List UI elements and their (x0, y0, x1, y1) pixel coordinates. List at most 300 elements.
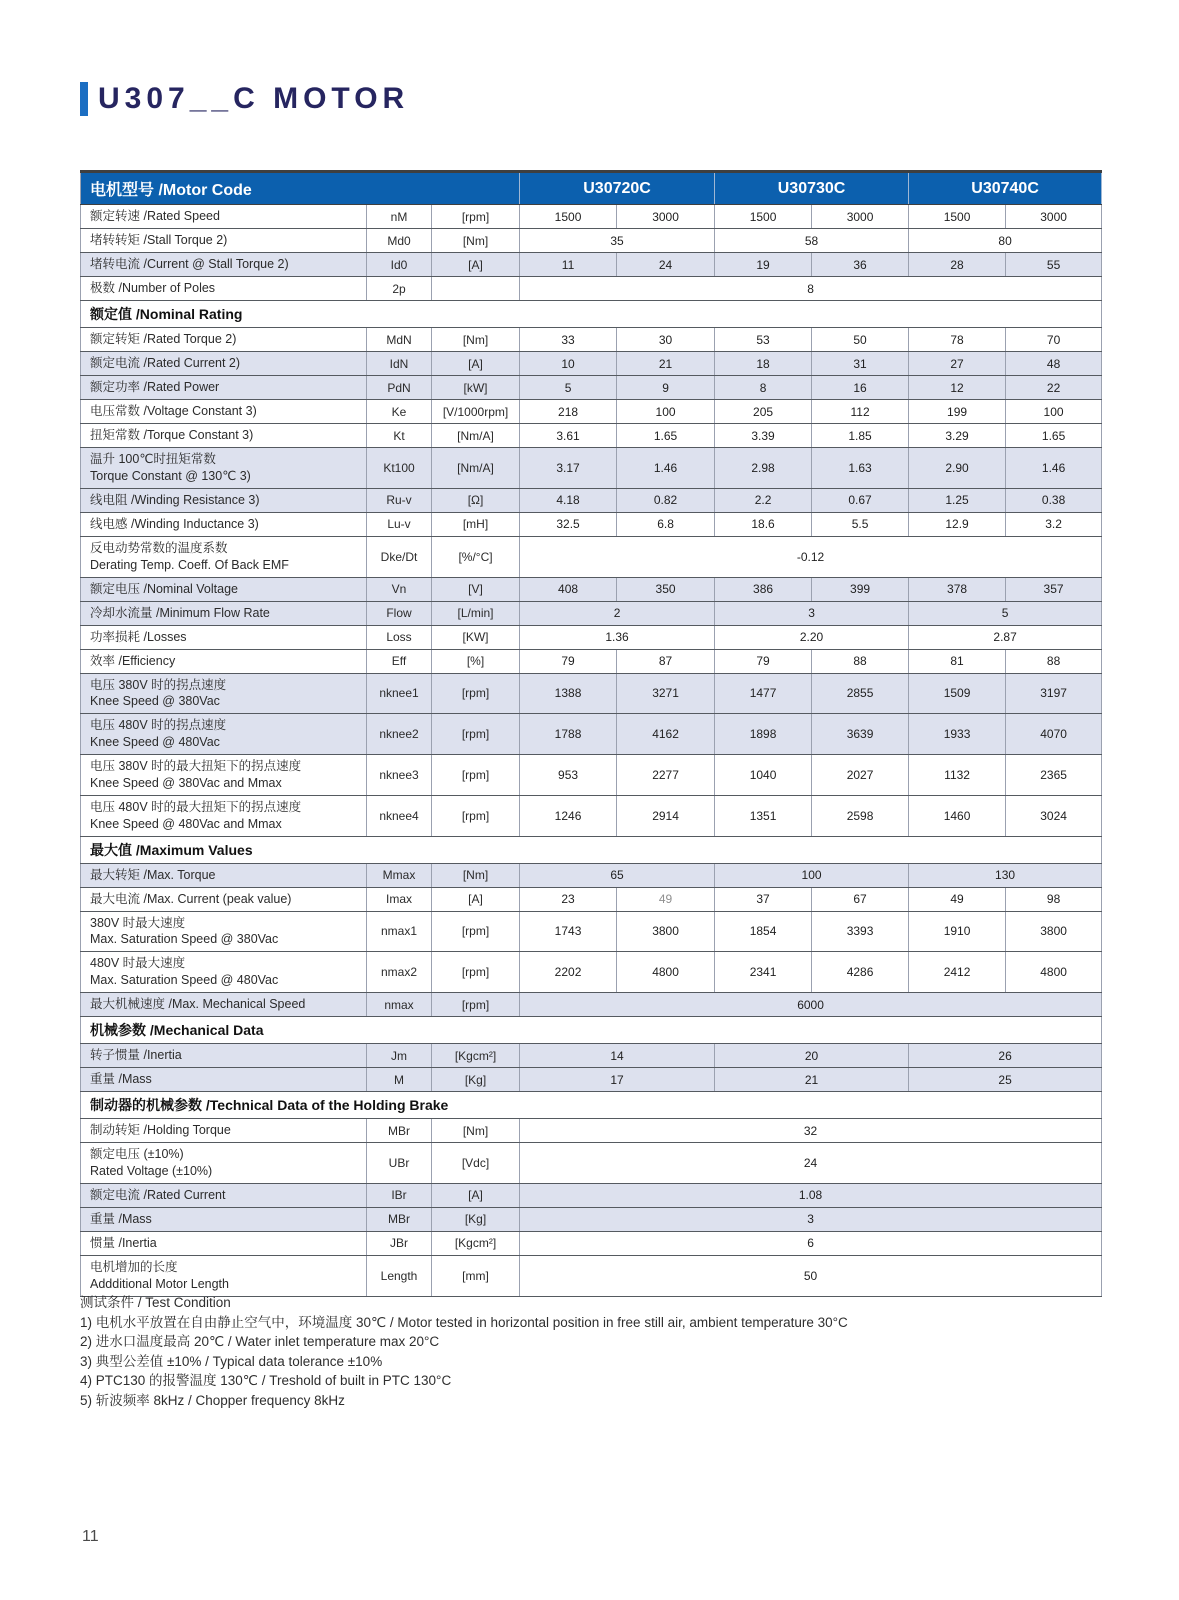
row-unit: [V/1000rpm] (432, 400, 520, 424)
row-label: 功率损耗 /Losses (81, 625, 367, 649)
row-unit: [A] (432, 253, 520, 277)
value-cell: 1.25 (909, 488, 1006, 512)
row-symbol: Imax (367, 887, 432, 911)
value-cell: 1500 (715, 205, 812, 229)
row-symbol: PdN (367, 376, 432, 400)
row-unit: [rpm] (432, 911, 520, 952)
value-cell: 1500 (909, 205, 1006, 229)
row-unit: [KW] (432, 625, 520, 649)
value-cell: 3000 (1006, 205, 1102, 229)
spec-row (81, 536, 1102, 577)
spec-row (81, 352, 1102, 376)
value-cell: 0.38 (1006, 488, 1102, 512)
spec-row (81, 376, 1102, 400)
row-symbol: Length (367, 1255, 432, 1296)
page-title: U307__C MOTOR (98, 82, 410, 115)
row-label: 额定转速 /Rated Speed (81, 205, 367, 229)
value-cell: 205 (715, 400, 812, 424)
value-cell: 6000 (520, 993, 1102, 1017)
row-unit: [Kgcm²] (432, 1231, 520, 1255)
value-cell: 1.65 (617, 424, 715, 448)
value-cell: 6 (520, 1231, 1102, 1255)
row-unit: [Nm/A] (432, 424, 520, 448)
value-cell: 1.63 (812, 448, 909, 489)
value-cell: 14 (520, 1044, 715, 1068)
value-cell: 12.9 (909, 512, 1006, 536)
value-cell: 2202 (520, 952, 617, 993)
value-cell: 0.82 (617, 488, 715, 512)
spec-row (81, 1044, 1102, 1068)
spec-row (81, 1207, 1102, 1231)
value-cell: 130 (909, 863, 1102, 887)
motor-code-u30730c: U30730C (715, 172, 909, 205)
value-cell: 33 (520, 328, 617, 352)
section-title: 制动器的机械参数 /Technical Data of the Holding Brake (81, 1092, 1102, 1119)
value-cell: 199 (909, 400, 1006, 424)
value-cell: 386 (715, 577, 812, 601)
value-cell: 58 (715, 229, 909, 253)
section-title: 最大值 /Maximum Values (81, 836, 1102, 863)
row-unit: [rpm] (432, 205, 520, 229)
spec-row (81, 577, 1102, 601)
row-label: 极数 /Number of Poles (81, 277, 367, 301)
value-cell: 6.8 (617, 512, 715, 536)
value-cell: 79 (715, 649, 812, 673)
value-cell: 2365 (1006, 755, 1102, 796)
row-label: 额定电流 /Rated Current (81, 1183, 367, 1207)
title-accent-bar (80, 82, 88, 116)
value-cell: 53 (715, 328, 812, 352)
row-label: 温升 100℃时扭矩常数 Torque Constant @ 130℃ 3) (81, 448, 367, 489)
motor-code-u30740c: U30740C (909, 172, 1102, 205)
table-header-row (81, 172, 1102, 205)
value-cell: 4800 (617, 952, 715, 993)
value-cell: 3639 (812, 714, 909, 755)
row-label: 线电感 /Winding Inductance 3) (81, 512, 367, 536)
value-cell: 100 (715, 863, 909, 887)
section-title: 额定值 /Nominal Rating (81, 301, 1102, 328)
value-cell: 88 (812, 649, 909, 673)
row-label: 电压 380V 时的最大扭矩下的拐点速度 Knee Speed @ 380Vac and Mmax (81, 755, 367, 796)
value-cell: 3197 (1006, 673, 1102, 714)
value-cell: 50 (812, 328, 909, 352)
row-symbol: nknee2 (367, 714, 432, 755)
value-cell: 49 (617, 887, 715, 911)
row-unit: [Kgcm²] (432, 1044, 520, 1068)
value-cell: 2.20 (715, 625, 909, 649)
value-cell: 1898 (715, 714, 812, 755)
value-cell: 1040 (715, 755, 812, 796)
value-cell: 399 (812, 577, 909, 601)
test-conditions-heading: 测试条件 / Test Condition (80, 1295, 231, 1310)
value-cell: 3.17 (520, 448, 617, 489)
value-cell: 26 (909, 1044, 1102, 1068)
value-cell: 1743 (520, 911, 617, 952)
row-label: 额定电流 /Rated Current 2) (81, 352, 367, 376)
value-cell: 30 (617, 328, 715, 352)
row-label: 效率 /Efficiency (81, 649, 367, 673)
value-cell: 3024 (1006, 795, 1102, 836)
row-symbol: nknee3 (367, 755, 432, 796)
spec-row (81, 328, 1102, 352)
value-cell: 3.29 (909, 424, 1006, 448)
row-unit: [rpm] (432, 795, 520, 836)
row-symbol: Ke (367, 400, 432, 424)
spec-row (81, 673, 1102, 714)
row-unit: [%/°C] (432, 536, 520, 577)
value-cell: 3393 (812, 911, 909, 952)
value-cell: 218 (520, 400, 617, 424)
row-label: 堵转转矩 /Stall Torque 2) (81, 229, 367, 253)
value-cell: 3271 (617, 673, 715, 714)
test-conditions (80, 1293, 848, 1410)
value-cell: 100 (1006, 400, 1102, 424)
row-unit: [A] (432, 1183, 520, 1207)
row-symbol: nM (367, 205, 432, 229)
value-cell: 2914 (617, 795, 715, 836)
value-cell: 5.5 (812, 512, 909, 536)
value-cell: 1509 (909, 673, 1006, 714)
row-symbol: UBr (367, 1143, 432, 1184)
row-unit: [Nm] (432, 328, 520, 352)
row-unit: [L/min] (432, 601, 520, 625)
value-cell: 88 (1006, 649, 1102, 673)
row-label: 反电动势常数的温度系数 Derating Temp. Coeff. Of Back EMF (81, 536, 367, 577)
row-label: 电压 480V 时的最大扭矩下的拐点速度 Knee Speed @ 480Vac and Mmax (81, 795, 367, 836)
value-cell: 55 (1006, 253, 1102, 277)
test-condition-item: 1) 电机水平放置在自由静止空气中，环境温度 30℃ / Motor tested in horizontal position in free still air, ambient temperature 30°C (80, 1314, 848, 1330)
value-cell: 4.18 (520, 488, 617, 512)
value-cell: 0.67 (812, 488, 909, 512)
row-symbol: MBr (367, 1119, 432, 1143)
row-unit: [mm] (432, 1255, 520, 1296)
spec-row (81, 625, 1102, 649)
row-unit: [A] (432, 352, 520, 376)
value-cell: 2027 (812, 755, 909, 796)
value-cell: 408 (520, 577, 617, 601)
row-symbol: Mmax (367, 863, 432, 887)
value-cell: 3 (520, 1207, 1102, 1231)
row-label: 额定电压 /Nominal Voltage (81, 577, 367, 601)
value-cell: 28 (909, 253, 1006, 277)
test-condition-item: 3) 典型公差值 ±10% / Typical data tolerance ±10% (80, 1353, 383, 1369)
value-cell: 48 (1006, 352, 1102, 376)
section-title: 机械参数 /Mechanical Data (81, 1017, 1102, 1044)
row-symbol: Kt (367, 424, 432, 448)
value-cell: 1132 (909, 755, 1006, 796)
value-cell: 4286 (812, 952, 909, 993)
spec-row (81, 229, 1102, 253)
value-cell: 32.5 (520, 512, 617, 536)
spec-row (81, 601, 1102, 625)
row-label: 480V 时最大速度 Max. Saturation Speed @ 480Vac (81, 952, 367, 993)
row-label: 制动转矩 /Holding Torque (81, 1119, 367, 1143)
value-cell: 1500 (520, 205, 617, 229)
value-cell: 100 (617, 400, 715, 424)
value-cell: 17 (520, 1068, 715, 1092)
value-cell: 81 (909, 649, 1006, 673)
spec-row (81, 1068, 1102, 1092)
value-cell: 65 (520, 863, 715, 887)
row-symbol: JBr (367, 1231, 432, 1255)
row-label: 电压常数 /Voltage Constant 3) (81, 400, 367, 424)
spec-row (81, 205, 1102, 229)
motor-code-header-label: 电机型号 /Motor Code (81, 172, 520, 205)
value-cell: 3.2 (1006, 512, 1102, 536)
row-unit: [rpm] (432, 755, 520, 796)
value-cell: 21 (617, 352, 715, 376)
value-cell: 3000 (812, 205, 909, 229)
spec-row (81, 755, 1102, 796)
row-unit: [rpm] (432, 673, 520, 714)
row-symbol: nmax (367, 993, 432, 1017)
value-cell: 3.61 (520, 424, 617, 448)
row-unit: [Nm] (432, 863, 520, 887)
value-cell: 8 (715, 376, 812, 400)
value-cell: 70 (1006, 328, 1102, 352)
section-header-row (81, 1017, 1102, 1044)
spec-row (81, 448, 1102, 489)
row-unit: [rpm] (432, 993, 520, 1017)
value-cell: 2855 (812, 673, 909, 714)
value-cell: 5 (909, 601, 1102, 625)
value-cell: 2598 (812, 795, 909, 836)
row-label: 380V 时最大速度 Max. Saturation Speed @ 380Vac (81, 911, 367, 952)
value-cell: 1388 (520, 673, 617, 714)
spec-row (81, 1183, 1102, 1207)
spec-row (81, 1255, 1102, 1296)
value-cell: 49 (909, 887, 1006, 911)
value-cell: 1.46 (617, 448, 715, 489)
value-cell: 20 (715, 1044, 909, 1068)
row-symbol: Md0 (367, 229, 432, 253)
value-cell: 19 (715, 253, 812, 277)
value-cell: 87 (617, 649, 715, 673)
value-cell: 5 (520, 376, 617, 400)
row-symbol: nknee4 (367, 795, 432, 836)
value-cell: 112 (812, 400, 909, 424)
value-cell: 8 (520, 277, 1102, 301)
spec-row (81, 911, 1102, 952)
test-condition-item: 2) 进水口温度最高 20℃ / Water inlet temperature max 20°C (80, 1334, 440, 1349)
value-cell: 27 (909, 352, 1006, 376)
value-cell: 50 (520, 1255, 1102, 1296)
value-cell: 1854 (715, 911, 812, 952)
value-cell: 1351 (715, 795, 812, 836)
value-cell: 350 (617, 577, 715, 601)
value-cell: 2341 (715, 952, 812, 993)
row-symbol: Dke/Dt (367, 536, 432, 577)
value-cell: 78 (909, 328, 1006, 352)
row-symbol: Lu-v (367, 512, 432, 536)
value-cell: 1246 (520, 795, 617, 836)
row-unit: [Nm] (432, 1119, 520, 1143)
row-label: 电机增加的长度 Addditional Motor Length (81, 1255, 367, 1296)
row-symbol: Eff (367, 649, 432, 673)
value-cell: 3.39 (715, 424, 812, 448)
row-label: 最大机械速度 /Max. Mechanical Speed (81, 993, 367, 1017)
row-label: 电压 380V 时的拐点速度 Knee Speed @ 380Vac (81, 673, 367, 714)
value-cell: 4070 (1006, 714, 1102, 755)
row-label: 重量 /Mass (81, 1207, 367, 1231)
spec-row (81, 887, 1102, 911)
row-unit (432, 277, 520, 301)
row-label: 最大电流 /Max. Current (peak value) (81, 887, 367, 911)
value-cell: -0.12 (520, 536, 1102, 577)
row-unit: [Ω] (432, 488, 520, 512)
value-cell: 16 (812, 376, 909, 400)
value-cell: 25 (909, 1068, 1102, 1092)
spec-row (81, 400, 1102, 424)
value-cell: 1910 (909, 911, 1006, 952)
value-cell: 32 (520, 1119, 1102, 1143)
value-cell: 4162 (617, 714, 715, 755)
value-cell: 23 (520, 887, 617, 911)
value-cell: 10 (520, 352, 617, 376)
row-symbol: M (367, 1068, 432, 1092)
row-unit: [%] (432, 649, 520, 673)
spec-row (81, 714, 1102, 755)
row-symbol: nmax1 (367, 911, 432, 952)
row-unit: [mH] (432, 512, 520, 536)
row-symbol: IdN (367, 352, 432, 376)
row-label: 最大转矩 /Max. Torque (81, 863, 367, 887)
value-cell: 24 (617, 253, 715, 277)
value-cell: 18 (715, 352, 812, 376)
value-cell: 1.36 (520, 625, 715, 649)
spec-row (81, 952, 1102, 993)
value-cell: 2.90 (909, 448, 1006, 489)
row-symbol: Ru-v (367, 488, 432, 512)
value-cell: 4800 (1006, 952, 1102, 993)
value-cell: 1477 (715, 673, 812, 714)
row-unit: [rpm] (432, 714, 520, 755)
row-label: 额定转矩 /Rated Torque 2) (81, 328, 367, 352)
row-unit: [Kg] (432, 1068, 520, 1092)
motor-spec-table (80, 170, 1102, 1297)
row-label: 电压 480V 时的拐点速度 Knee Speed @ 480Vac (81, 714, 367, 755)
value-cell: 37 (715, 887, 812, 911)
spec-row (81, 253, 1102, 277)
value-cell: 953 (520, 755, 617, 796)
row-unit: [A] (432, 887, 520, 911)
value-cell: 3 (715, 601, 909, 625)
value-cell: 1.85 (812, 424, 909, 448)
motor-code-u30720c: U30720C (520, 172, 715, 205)
value-cell: 1.46 (1006, 448, 1102, 489)
row-label: 堵转电流 /Current @ Stall Torque 2) (81, 253, 367, 277)
spec-row (81, 512, 1102, 536)
value-cell: 18.6 (715, 512, 812, 536)
row-symbol: MBr (367, 1207, 432, 1231)
value-cell: 2412 (909, 952, 1006, 993)
row-unit: [Nm] (432, 229, 520, 253)
value-cell: 1.08 (520, 1183, 1102, 1207)
spec-row (81, 424, 1102, 448)
row-unit: [Kg] (432, 1207, 520, 1231)
row-symbol: Jm (367, 1044, 432, 1068)
value-cell: 36 (812, 253, 909, 277)
row-label: 惯量 /Inertia (81, 1231, 367, 1255)
value-cell: 12 (909, 376, 1006, 400)
value-cell: 31 (812, 352, 909, 376)
spec-row (81, 795, 1102, 836)
spec-row (81, 1231, 1102, 1255)
row-symbol: 2p (367, 277, 432, 301)
test-condition-item: 5) 斩波频率 8kHz / Chopper frequency 8kHz (80, 1392, 345, 1408)
spec-row (81, 649, 1102, 673)
spec-row (81, 277, 1102, 301)
value-cell: 80 (909, 229, 1102, 253)
row-label: 转子惯量 /Inertia (81, 1044, 367, 1068)
page-number: 11 (82, 1528, 99, 1545)
section-header-row (81, 301, 1102, 328)
value-cell: 11 (520, 253, 617, 277)
row-symbol: Flow (367, 601, 432, 625)
row-unit: [Nm/A] (432, 448, 520, 489)
value-cell: 1788 (520, 714, 617, 755)
value-cell: 98 (1006, 887, 1102, 911)
row-label: 扭矩常数 /Torque Constant 3) (81, 424, 367, 448)
row-unit: [rpm] (432, 952, 520, 993)
value-cell: 3800 (1006, 911, 1102, 952)
row-label: 冷却水流量 /Minimum Flow Rate (81, 601, 367, 625)
spec-row (81, 488, 1102, 512)
value-cell: 2 (520, 601, 715, 625)
spec-row (81, 993, 1102, 1017)
row-symbol: Id0 (367, 253, 432, 277)
value-cell: 1.65 (1006, 424, 1102, 448)
section-header-row (81, 1092, 1102, 1119)
row-label: 额定电压 (±10%) Rated Voltage (±10%) (81, 1143, 367, 1184)
spec-row (81, 863, 1102, 887)
section-header-row (81, 836, 1102, 863)
row-label: 重量 /Mass (81, 1068, 367, 1092)
row-label: 额定功率 /Rated Power (81, 376, 367, 400)
row-symbol: Loss (367, 625, 432, 649)
row-unit: [kW] (432, 376, 520, 400)
row-symbol: MdN (367, 328, 432, 352)
value-cell: 22 (1006, 376, 1102, 400)
value-cell: 2.2 (715, 488, 812, 512)
value-cell: 2.87 (909, 625, 1102, 649)
value-cell: 35 (520, 229, 715, 253)
value-cell: 3000 (617, 205, 715, 229)
value-cell: 67 (812, 887, 909, 911)
value-cell: 1460 (909, 795, 1006, 836)
row-symbol: Kt100 (367, 448, 432, 489)
spec-row (81, 1119, 1102, 1143)
value-cell: 1933 (909, 714, 1006, 755)
row-symbol: IBr (367, 1183, 432, 1207)
row-unit: [V] (432, 577, 520, 601)
test-condition-item: 4) PTC130 的报警温度 130℃ / Treshold of built in PTC 130°C (80, 1373, 452, 1388)
row-symbol: Vn (367, 577, 432, 601)
row-symbol: nmax2 (367, 952, 432, 993)
value-cell: 3800 (617, 911, 715, 952)
value-cell: 2277 (617, 755, 715, 796)
value-cell: 357 (1006, 577, 1102, 601)
value-cell: 378 (909, 577, 1006, 601)
row-unit: [Vdc] (432, 1143, 520, 1184)
value-cell: 21 (715, 1068, 909, 1092)
value-cell: 2.98 (715, 448, 812, 489)
row-symbol: nknee1 (367, 673, 432, 714)
spec-row (81, 1143, 1102, 1184)
value-cell: 9 (617, 376, 715, 400)
row-label: 线电阻 /Winding Resistance 3) (81, 488, 367, 512)
value-cell: 79 (520, 649, 617, 673)
